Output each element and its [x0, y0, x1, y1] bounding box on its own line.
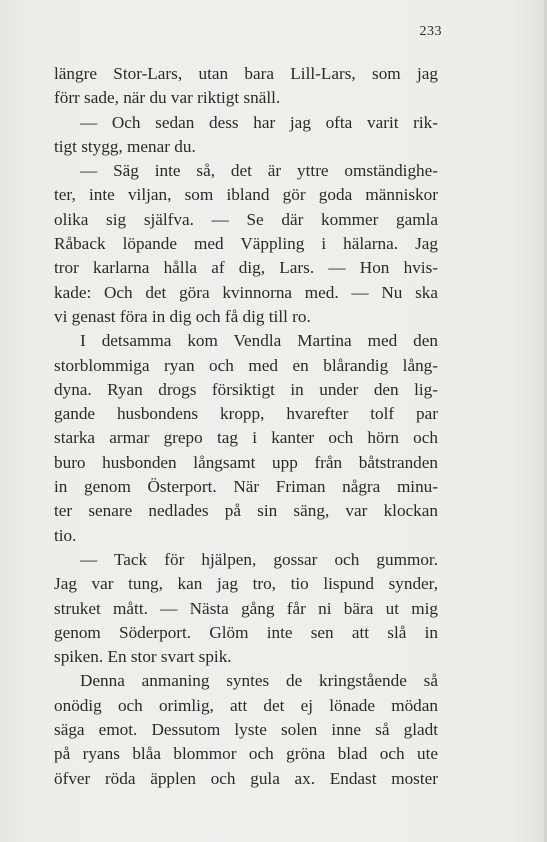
text-line-23: struket mått. — Nästa gång får ni bära ut mig: [54, 598, 438, 618]
text-line-3: — Och sedan dess har jag ofta varit rik-: [80, 112, 438, 132]
text-line-30: öfver röda äpplen och gula ax. Endast moster: [54, 768, 438, 788]
text-line-8: Råback löpande med Väppling i hälarna. Jag: [54, 234, 438, 254]
text-line-10: kade: Och det göra kvinnorna med. — Nu ska: [54, 282, 438, 302]
text-line-28: säga emot. Dessutom lyste solen inne så gladt: [54, 720, 438, 740]
text-line-5: — Säg inte så, det är yttre omständighe-: [80, 161, 438, 181]
text-line-16: starka armar grepo tag i kanter och hörn och: [54, 428, 438, 448]
text-line-14: dyna. Ryan drogs försiktigt in under den lig-: [54, 379, 438, 399]
text-line-9: tror karlarna hålla af dig, Lars. — Hon hvis-: [54, 258, 438, 278]
page-number: 233: [419, 24, 442, 39]
text-line-18: in genom Österport. När Friman några minu-: [54, 477, 438, 497]
text-line-20: tio.: [54, 525, 77, 545]
text-line-17: buro husbonden långsamt upp från båtstranden: [54, 452, 438, 472]
text-line-2: förr sade, när du var riktigt snäll.: [54, 88, 281, 108]
text-line-19: ter senare nedlades på sin säng, var klockan: [54, 501, 438, 521]
text-line-21: — Tack för hjälpen, gossar och gummor.: [80, 549, 438, 569]
text-line-1: längre Stor-Lars, utan bara Lill-Lars, som jag: [54, 64, 438, 83]
text-line-15: gande husbondens kropp, hvarefter tolf par: [54, 404, 438, 424]
text-line-13: storblommiga ryan och med en blårandig lång-: [54, 355, 438, 375]
text-line-6: ter, inte viljan, som ibland gör goda människor: [54, 185, 438, 205]
text-line-11: vi genast föra in dig och få dig till ro.: [54, 306, 311, 326]
body-text: [54, 62, 438, 791]
text-line-7: olika sig själfva. — Se där kommer gamla: [54, 209, 438, 229]
text-line-4: tigt stygg, menar du.: [54, 136, 196, 156]
text-line-27: onödig och orimlig, att det ej lönade mödan: [54, 695, 438, 715]
text-line-26: Denna anmaning syntes de kringstående så: [80, 671, 438, 691]
text-line-24: genom Söderport. Glöm inte sen att slå in: [54, 622, 438, 642]
text-line-12: I detsamma kom Vendla Martina med den: [80, 331, 438, 351]
text-line-29: på ryans blåa blommor och gröna blad och ute: [54, 744, 438, 764]
text-line-25: spiken. En stor svart spik.: [54, 647, 232, 667]
text-line-22: Jag var tung, kan jag tro, tio lispund synder,: [54, 574, 438, 594]
